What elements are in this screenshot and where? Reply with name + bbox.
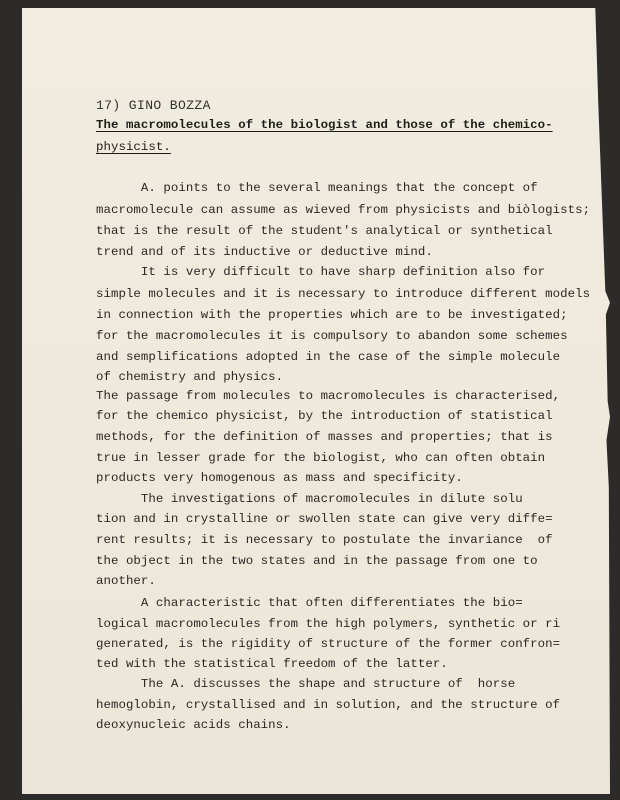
body-line: The A. discusses the shape and structure of horse bbox=[96, 677, 516, 691]
body-line: methods, for the definition of masses and properties; that is bbox=[96, 430, 553, 444]
body-line: tion and in crystalline or swollen state can give very diffe= bbox=[96, 512, 553, 526]
body-line: and semplifications adopted in the case of the simple molecule bbox=[96, 350, 561, 364]
body-line: The passage from molecules to macromolecules is characterised, bbox=[96, 389, 561, 403]
body-line: A. points to the several meanings that the concept of bbox=[96, 181, 538, 195]
body-line: the object in the two states and in the passage from one to bbox=[96, 554, 538, 568]
body-line: hemoglobin, crystallised and in solution, and the structure of bbox=[96, 698, 561, 712]
body-line: simple molecules and it is necessary to introduce different models bbox=[96, 287, 591, 301]
body-line: It is very difficult to have sharp definition also for bbox=[96, 265, 546, 279]
body-line: products very homogenous as mass and specificity. bbox=[96, 471, 463, 485]
body-line: true in lesser grade for the biologist, who can often obtain bbox=[96, 451, 546, 465]
body-line: The investigations of macromolecules in dilute solu bbox=[96, 492, 523, 506]
body-line: logical macromolecules from the high polymers, synthetic or ri bbox=[96, 617, 561, 631]
body-line: another. bbox=[96, 574, 156, 588]
body-line: macromolecule can assume as wieved from physicists and biòlogists; bbox=[96, 203, 591, 217]
body-line: in connection with the properties which are to be investigated; bbox=[96, 308, 568, 322]
body-line: of chemistry and physics. bbox=[96, 370, 284, 384]
body-line: generated, is the rigidity of structure of the former confron= bbox=[96, 637, 561, 651]
abstract-heading: 17) GINO BOZZA bbox=[96, 98, 211, 113]
body-line: ted with the statistical freedom of the latter. bbox=[96, 657, 448, 671]
body-line: deoxynucleic acids chains. bbox=[96, 718, 291, 732]
body-line: that is the result of the student's analytical or synthetical bbox=[96, 224, 553, 238]
body-line: trend and of its inductive or deductive mind. bbox=[96, 245, 433, 259]
body-line: for the chemico physicist, by the introduction of statistical bbox=[96, 409, 553, 423]
body-line: A characteristic that often differentiates the bio= bbox=[96, 596, 523, 610]
title-line-2: physicist. bbox=[96, 140, 171, 154]
body-line: rent results; it is necessary to postulate the invariance of bbox=[96, 533, 553, 547]
title-line-1: The macromolecules of the biologist and those of the chemico- bbox=[96, 118, 553, 132]
body-line: for the macromolecules it is compulsory to abandon some schemes bbox=[96, 329, 568, 343]
